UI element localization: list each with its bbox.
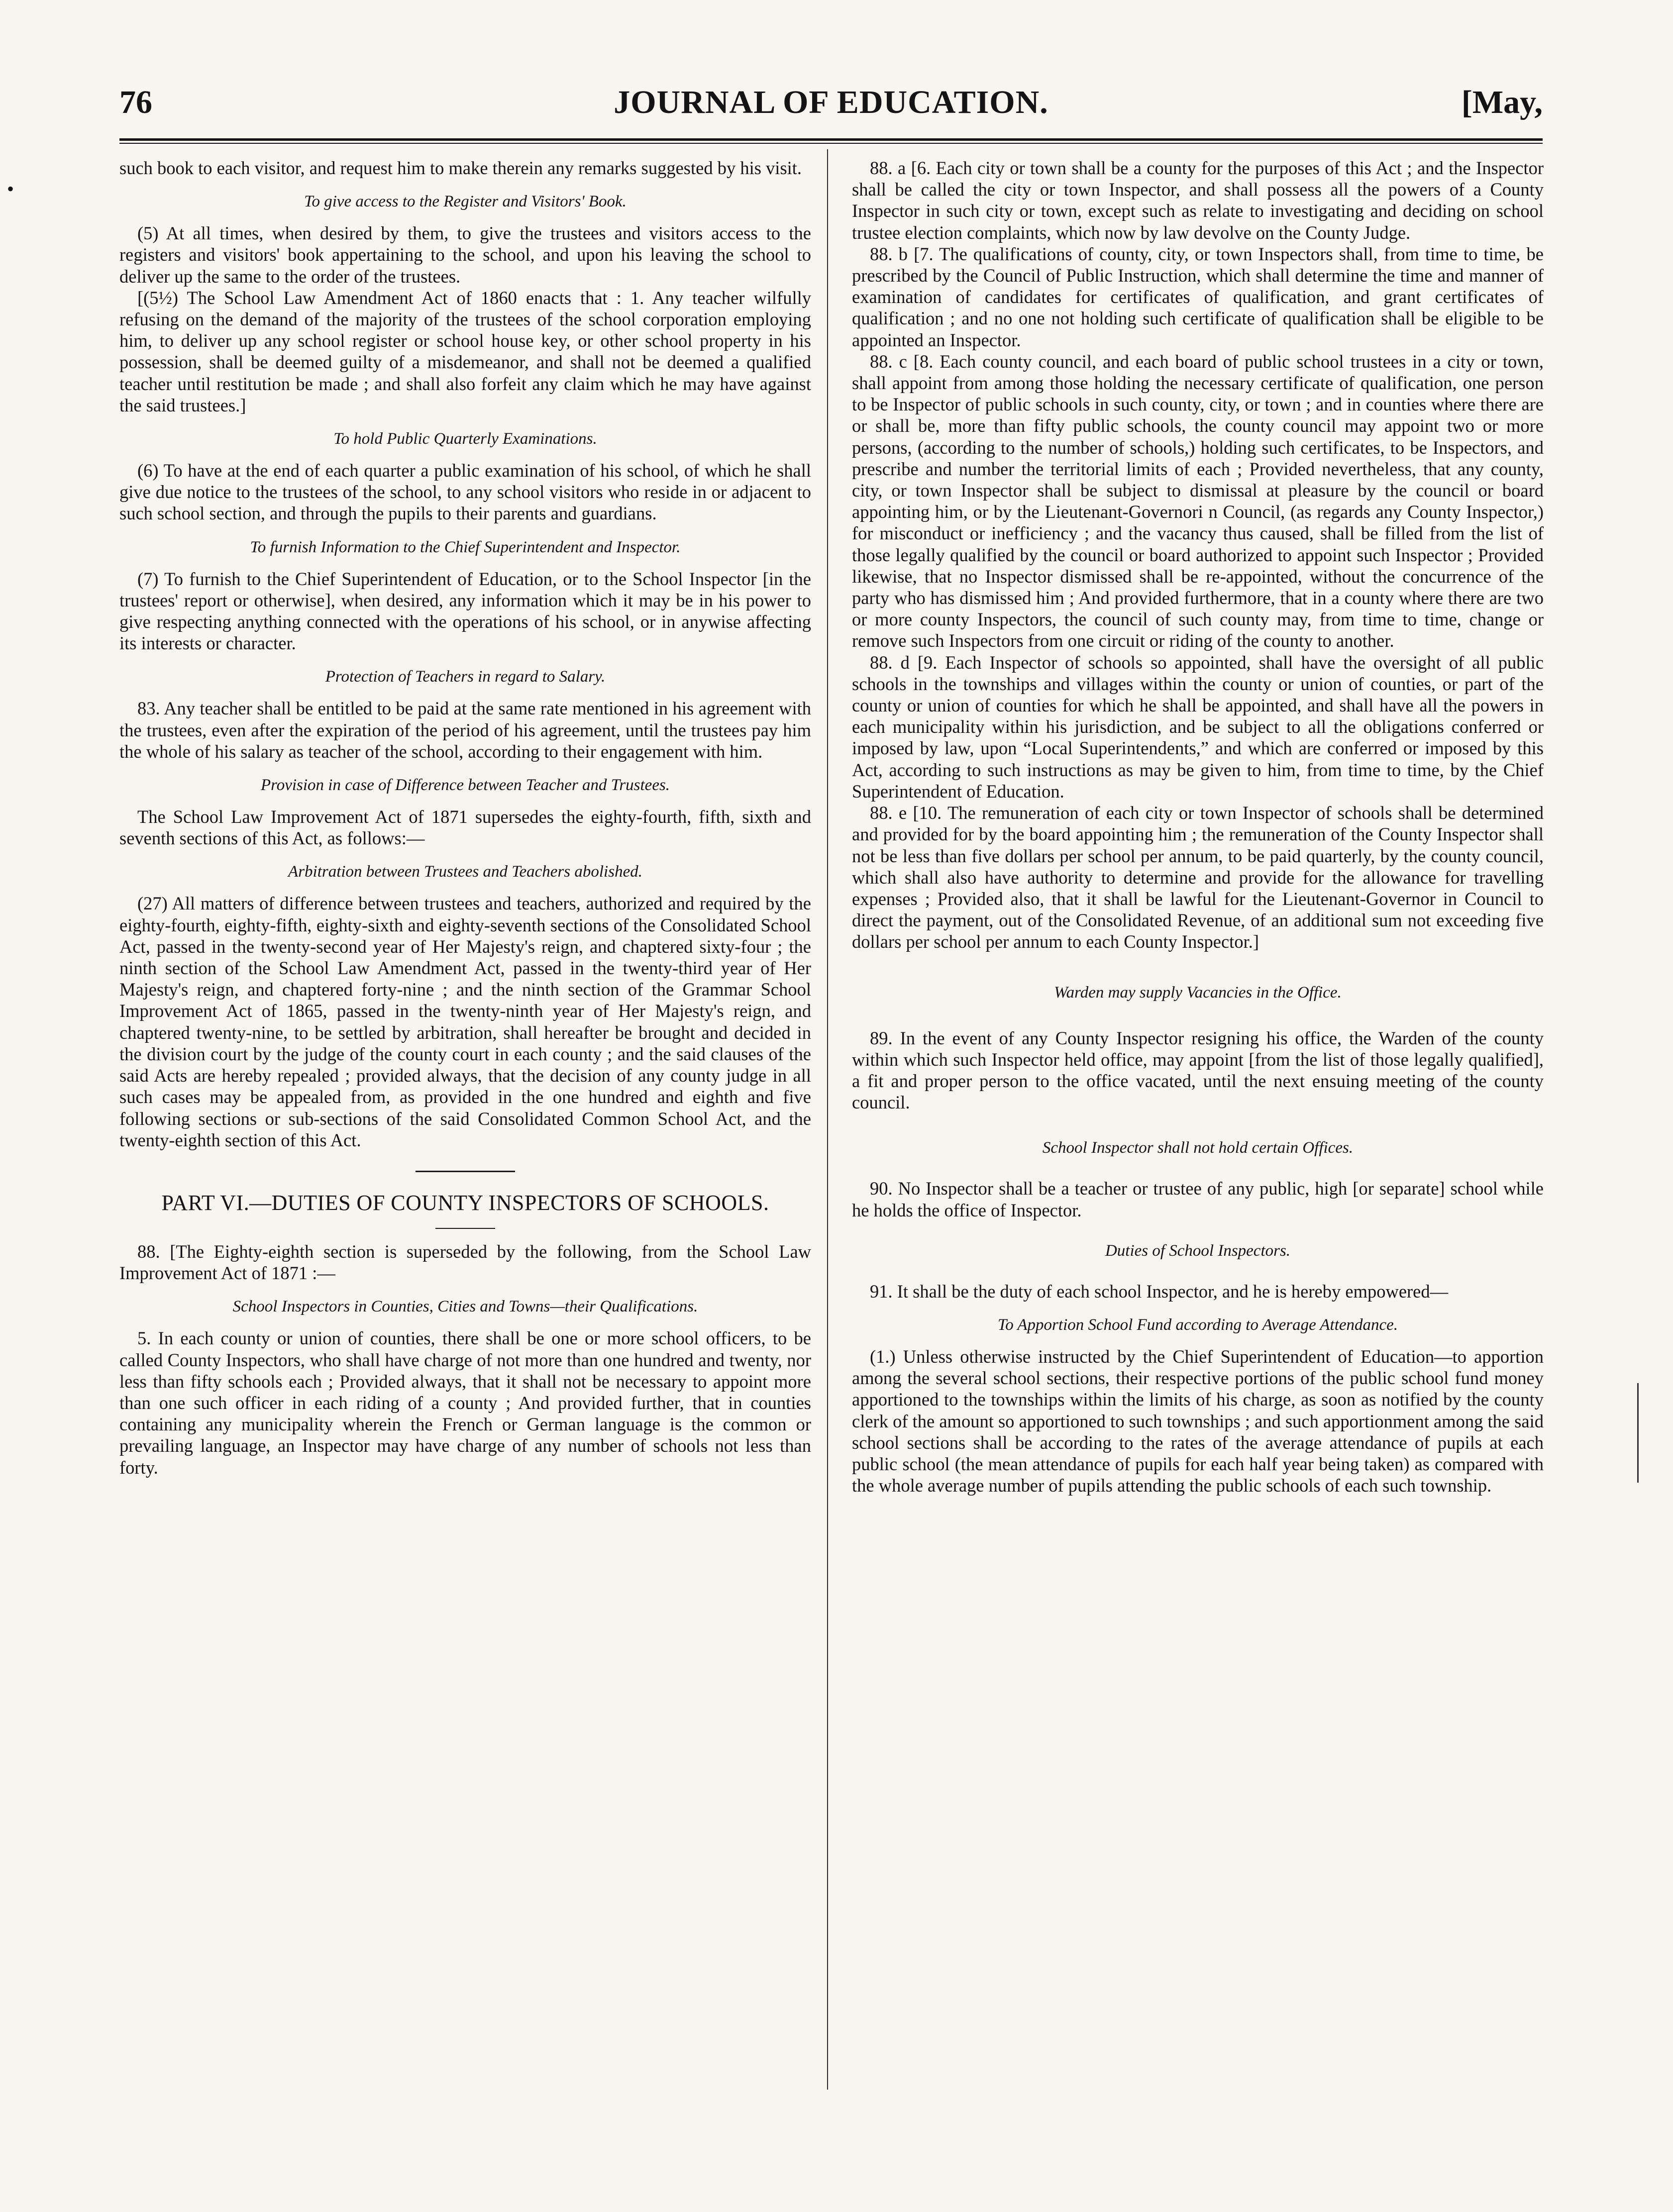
page-header (119, 84, 1543, 138)
sidenote-furnish-information: To furnish Information to the Chief Superintendent and Inspector. (250, 538, 681, 556)
left-paragraph-1: such book to each visitor, and request him to make therein any remarks suggested by his visit. (119, 158, 802, 178)
sidenote-arbitration: Arbitration between Trustees and Teachers abolished. (288, 863, 642, 881)
section-divider (416, 1171, 515, 1172)
left-paragraph-3: [(5½) The School Law Amendment Act of 1860 enacts that : 1. Any teacher wilfully refusing on the demand of the majority of the trustees of the school corporation employing him, to deliver up any school register or school house key, or other school property in his possession, shall be deemed guilty of a misdemeanor, and shall not be deemed a qualified teacher until restitution be made ; and shall also forfeit any claim which he may have against the said trustees.] (119, 287, 811, 415)
left-paragraph-7: The School Law Improvement Act of 1871 supersedes the eighty-fourth, fifth, sixth and seventh sections of this Act, as follows:— (119, 806, 811, 849)
sidenote-register-access: To give access to the Register and Visitors' Book. (304, 193, 627, 211)
right-paragraph-2: 88. b [7. The qualifications of county, city, or town Inspectors shall, from time to time, be prescribed by the Council of Public Instruction, which shall determine the time and manner of examination of candidates for certificates of qualification, and grant certificates of qualification ; and no one not holding such certificate of qualification shall be eligible to be appointed an Inspector. (852, 243, 1544, 350)
left-paragraph-9: 88. [The Eighty-eighth section is superseded by the following, from the School Law Improvement Act of 1871 :— (119, 1241, 811, 1284)
right-paragraph-4: 88. d [9. Each Inspector of schools so appointed, shall have the oversight of all public schools in the townships and villages within the county or union of counties, or part of the county or union of counties for which he shall be appointed, and shall have all the powers in each municipality within his jurisdiction, and be subject to all the obligations conferred or imposed by law, upon “Local Superintendents,” and which are conferred or imposed by this Act, according to such instructions as may be given to him, from time to time, by the Chief Superintendent of Education. (852, 652, 1544, 802)
right-paragraph-1: 88. a [6. Each city or town shall be a county for the purposes of this Act ; and the Inspector shall be called the city or town Inspector, and shall possess all the powers of a County Inspector in such city or town, except such as relate to investigating and deciding on school trustee election complaints, which now by law devolve on the County Judge. (852, 158, 1544, 243)
right-paragraph-3: 88. c [8. Each county council, and each board of public school trustees in a city or town, shall appoint from among those holding the necessary certificate of qualification, one person to be Inspector of public schools in such county, city, or town ; and in counties where there are or shall be, more than fifty public schools, the county council may appoint two or more persons, (according to the number of schools,) holding such certificates, to be Inspectors, and prescribe and number the territorial limits of each ; Provided nevertheless, that any county, city, or town Inspector shall be subject to dismissal at pleasure by the council or board appointing him, or by the Lieutenant-Governori n Council, (as regards any County Inspector,) for misconduct or inefficiency ; and the vacancy thus caused, shall be filled from the list of those legally qualified by the council or board authorized to appoint such Inspector ; Provided likewise, that no Inspector dismissed shall be re-appointed, without the concurrence of the party who has dismissed him ; And provided furthermore, that in a county where there are two or more county Inspectors, the council of such county may, from time to time, change or remove such Inspectors from one circuit or riding of the county to another. (852, 351, 1544, 651)
sidenote-difference-provision: Provision in case of Difference between Teacher and Trustees. (260, 776, 670, 795)
sidenote-teacher-salary: Protection of Teachers in regard to Salary. (325, 668, 606, 686)
journal-title: JOURNAL OF EDUCATION. (614, 84, 1048, 120)
right-paragraph-5: 88. e [10. The remuneration of each city or town Inspector of schools shall be determined and provided for by the board appointing him ; the remuneration of the County Inspector shall not be less than five dollars per school per annum, to be paid quarterly, by the county council, which shall also have authority to determine and provide for the allowance for travelling expenses ; Provided also, that it shall be lawful for the Lieutenant-Governor in Council to direct the payment, out of the Consolidated Revenue, of an additional sum not exceeding five dollars per school per annum to each County Inspector.] (852, 803, 1544, 952)
sidenote-inspector-duties: Duties of School Inspectors. (1105, 1241, 1291, 1260)
right-column (852, 157, 1544, 1496)
sidenote-inspector-qualifications: School Inspectors in Counties, Cities and Towns—their Qualifications. (232, 1298, 698, 1316)
right-paragraph-7: 90. No Inspector shall be a teacher or trustee of any public, high [or separate] school while he holds the office of Inspector. (852, 1178, 1544, 1220)
header-rule-thin (119, 143, 1543, 144)
sidenote-inspector-offices: School Inspector shall not hold certain Offices. (1042, 1139, 1354, 1157)
page-number: 76 (119, 84, 152, 120)
header-rule (119, 138, 1543, 141)
header-month: [May, (1461, 84, 1543, 120)
left-column (119, 157, 811, 1478)
part-divider (435, 1228, 495, 1229)
left-paragraph-6: 83. Any teacher shall be entitled to be paid at the same rate mentioned in his agreement with the trustees, even after the expiration of the period of his agreement, until the trustees pay him the whole of his salary as teacher of the school, according to their engagement with him. (119, 698, 811, 762)
sidenote-apportion-fund: To Apportion School Fund according to Average Attendance. (997, 1315, 1398, 1334)
part-heading: PART VI.—DUTIES OF COUNTY INSPECTORS OF SCHOOLS. (161, 1190, 769, 1215)
sidenote-warden-vacancies: Warden may supply Vacancies in the Office. (1054, 983, 1342, 1002)
right-paragraph-6: 89. In the event of any County Inspector resigning his office, the Warden of the county within which such Inspector held office, may appoint [from the list of those legally qualified], a fit and proper person to the office vacated, until the next ensuing meeting of the county council. (852, 1027, 1544, 1113)
margin-mark (1637, 1383, 1639, 1483)
left-paragraph-5: (7) To furnish to the Chief Superintendent of Education, or to the School Inspector [in the trustees' report or otherwise], when desired, any information which it may be in his power to give respecting anything connected with the operations of his school, or in anywise affecting its interests or character. (119, 568, 811, 654)
margin-dot-icon: • (7, 178, 14, 200)
column-divider (827, 149, 828, 2090)
right-paragraph-9: (1.) Unless otherwise instructed by the Chief Superintendent of Education—to apportion among the several school sections, their respective portions of the public school fund money apportioned to the townships within the limits of his charge, as soon as notified by the county clerk of the amount so apportioned to such townships ; and such apportionment among the said school sections shall be according to the rates of the average attendance of pupils at each public school (the mean attendance of pupils for each half year being taken) as compared with the whole average number of pupils attending the public schools of each such township. (852, 1346, 1544, 1496)
left-paragraph-8: (27) All matters of difference between trustees and teachers, authorized and required by the eighty-fourth, eighty-fifth, eighty-sixth and eighty-seventh sections of the Consolidated School Act, passed in the twenty-second year of Her Majesty's reign, and chaptered sixty-four ; the ninth section of the School Law Amendment Act, passed in the twenty-third year of Her Majesty's reign, and chaptered forty-nine ; and the ninth section of the Grammar School Improvement Act of 1865, passed in the twenty-ninth year of Her Majesty's reign, and chaptered twenty-nine, to be settled by arbitration, shall hereafter be brought and decided in the division court by the judge of the county court in each county ; and the said clauses of the said Acts are hereby repealed ; provided always, that the decision of any county judge in all such cases may be appealed from, as provided in the one hundred and eighth and five following sections or sub-sections of the said Consolidated Common School Act, and the twenty-eighth section of this Act. (119, 893, 811, 1150)
left-paragraph-4: (6) To have at the end of each quarter a public examination of his school, of which he shall give due notice to the trustees of the school, to any school visitors who reside in or adjacent to such school section, and through the pupils to their parents and guardians. (119, 460, 811, 524)
left-paragraph-10: 5. In each county or union of counties, there shall be one or more school officers, to be called County Inspectors, who shall have charge of not more than one hundred and twenty, nor less than fifty schools each ; Provided always, that it shall not be necessary to appoint more than one such officer in each riding of a county ; And provided further, that in counties containing any municipality wherein the French or German language is the common or prevailing language, an Inspector may have charge of any number of schools not less than forty. (119, 1328, 811, 1478)
sidenote-quarterly-exams: To hold Public Quarterly Examinations. (333, 430, 597, 448)
right-paragraph-8: 91. It shall be the duty of each school Inspector, and he is hereby empowered— (870, 1281, 1449, 1302)
left-paragraph-2: (5) At all times, when desired by them, to give the trustees and visitors access to the registers and visitors' book appertaining to the school, and upon his leaving the school to deliver up the same to the order of the trustees. (119, 223, 811, 287)
